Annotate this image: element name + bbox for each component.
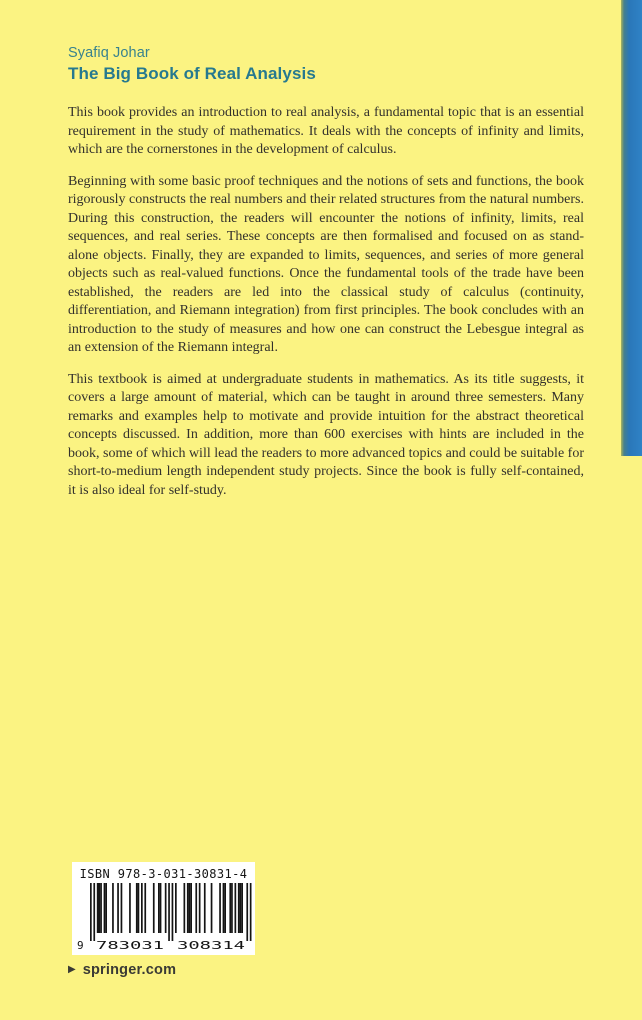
blurb-paragraph-3: This textbook is aimed at undergraduate students in mathematics. As its title suggests, it covers a large amount of material, which can be taught in around three semesters. Many remarks and examples help to motivate and provide intuition for the abstract theoretical concepts discussed. In addition, more than 600 exercises with hints are included in the book, some of which will lead the readers to more advanced topics and could be suitable for short-to-medium length independent study projects. Since the book is fully self-contained, it is also ideal for self-study.	[68, 371, 584, 498]
blurb-paragraph-2: Beginning with some basic proof techniques and the notions of sets and functions, the book rigorously constructs the real numbers and their related structures from the natural numbers. During this construction, the readers will encounter the notions of infinity, limits, real sequences, and real series. These concepts are then formalised and focused on as stand-alone objects. Finally, they are expanded to limits, sequences, and series of more general objects such as real-valued functions. Once the fundamental tools of the trade have been established, the readers are led into the classical study of calculus (continuity, differentiation, and Riemann integration) from first principles. The book concludes with an introduction to the study of measures and how one can construct the Lebesgue integral as an extension of the Riemann integral.	[68, 173, 584, 355]
adjacent-cover-blue-strip	[621, 0, 642, 456]
blurb	[68, 104, 584, 500]
back-cover-text-block	[68, 44, 584, 513]
publisher-line	[68, 960, 176, 980]
author-name: Syafiq Johar	[68, 45, 150, 61]
isbn-barcode-panel	[72, 862, 255, 955]
springer-url: springer.com	[82, 962, 177, 978]
book-title: The Big Book of Real Analysis	[68, 64, 316, 83]
ean13-barcode-icon	[72, 883, 255, 951]
blurb-paragraph-1: This book provides an introduction to real analysis, a fundamental topic that is an essential requirement in the study of mathematics. It deals with the concepts of infinity and limits, which are the cornerstones in the development of calculus.	[68, 105, 584, 157]
isbn-label: ISBN 978-3-031-30831-4	[79, 867, 248, 881]
springer-arrow-icon: ▶	[68, 964, 76, 975]
svg-text:9: 9	[77, 939, 84, 951]
svg-text:308314: 308314	[177, 939, 246, 951]
svg-text:783031: 783031	[96, 939, 164, 951]
